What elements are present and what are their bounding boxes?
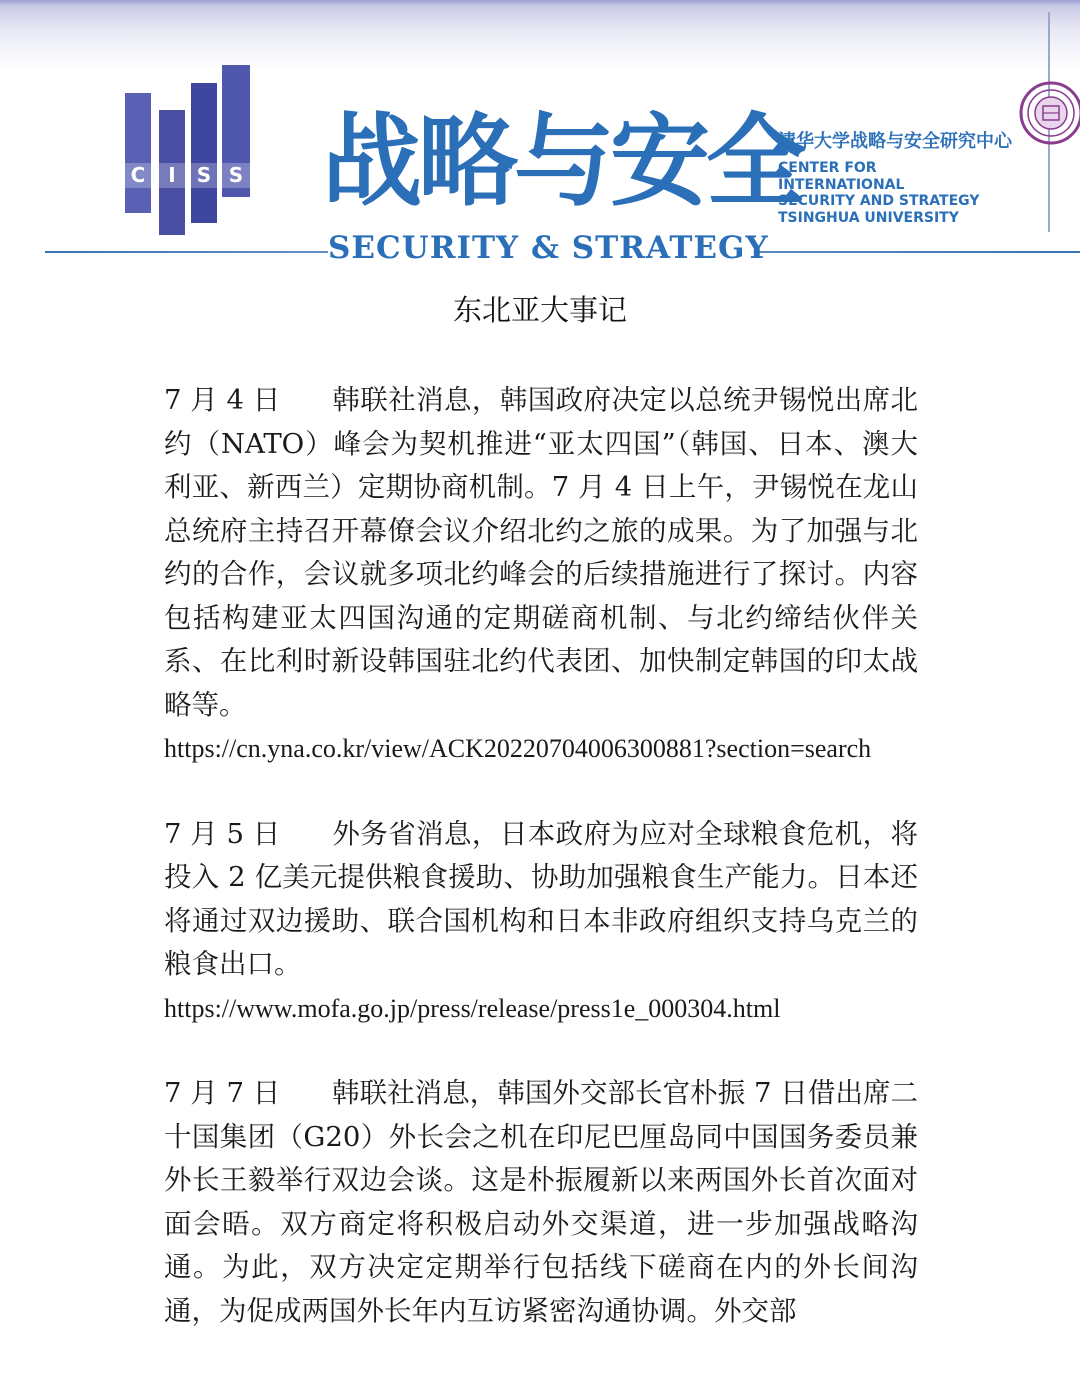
logo-bar: [125, 93, 151, 213]
center-name-en: [778, 160, 979, 226]
ciss-logo: [125, 65, 255, 235]
logo-letter: S: [196, 163, 212, 187]
chronicle-entry: [164, 1072, 918, 1333]
masthead-title-en: SECURITY & STRATEGY: [328, 230, 769, 266]
chronicle-entry: [164, 813, 918, 1031]
entry-source-link[interactable]: https://cn.yna.co.kr/view/ACK20220704006300881?section=search: [164, 734, 872, 763]
header-gradient-band: [0, 0, 1080, 70]
entry-source-link[interactable]: https://www.mofa.go.jp/press/release/press1e_000304.html: [164, 993, 781, 1023]
entry-text: 外务省消息，日本政府为应对全球粮食危机，将投入 2 亿美元提供粮食援助、协助加强粮食生产能力。日本还将通过双边援助、联合国机构和日本非政府组织支持乌克兰的粮食出口。: [164, 817, 918, 980]
entry-paragraph: [164, 813, 918, 987]
logo-letter: S: [228, 163, 244, 187]
entry-paragraph: [164, 1072, 918, 1333]
chronicle-entry: [164, 379, 918, 771]
center-name-cn: 清华大学战略与安全研究中心: [778, 131, 1012, 152]
masthead-title-cn: 战略与安全: [322, 103, 802, 220]
logo-letter: C: [130, 163, 146, 187]
center-name-en-line: SECURITY AND STRATEGY: [778, 193, 980, 209]
entry-date: 7 月 7 日: [164, 1077, 281, 1109]
entry-date: 7 月 5 日: [164, 817, 281, 850]
entry-paragraph: [164, 379, 918, 727]
center-name-en-line: TSINGHUA UNIVERSITY: [778, 209, 959, 226]
chronicle-list: [164, 379, 918, 1375]
entry-text: 韩联社消息，韩国政府决定以总统尹锡悦出席北约（NATO）峰会为契机推进“亚太四国”（韩国、日本、澳大利亚、新西兰）定期协商机制。7 月 4 日上午，尹锡悦在龙山总统府主持召开幕僚会议介绍北约之旅的成果。为了加强与北约的合作，会议就多项北约峰会的后续措施进行了探讨。内容包括构建亚太四国沟通的定期磋商机制、与北约缔结伙伴关系、在比利时新设韩国驻北约代表团、加快制定韩国的印太战略等。: [164, 384, 918, 721]
tsinghua-seal-icon: [1018, 80, 1080, 146]
logo-letter: I: [168, 163, 176, 187]
center-name-en-line: INTERNATIONAL: [778, 176, 905, 193]
entry-text: 韩联社消息，韩国外交部长官朴振 7 日借出席二十国集团（G20）外长会之机在印尼巴厘岛同中国国务委员兼外长王毅举行双边会谈。这是朴振履新以来两国外长首次面对面会晤。双方商定将积极启动外交渠道，进一步加强战略沟通。为此，双方决定定期举行包括线下磋商在内的外长间沟通，为促成两国外长年内互访紧密沟通协调。外交部: [164, 1077, 918, 1327]
logo-bar: [191, 83, 217, 223]
page-title: 东北亚大事记: [452, 293, 627, 327]
center-name-en-line: CENTER FOR: [778, 160, 877, 176]
entry-date: 7 月 4 日: [164, 384, 281, 416]
